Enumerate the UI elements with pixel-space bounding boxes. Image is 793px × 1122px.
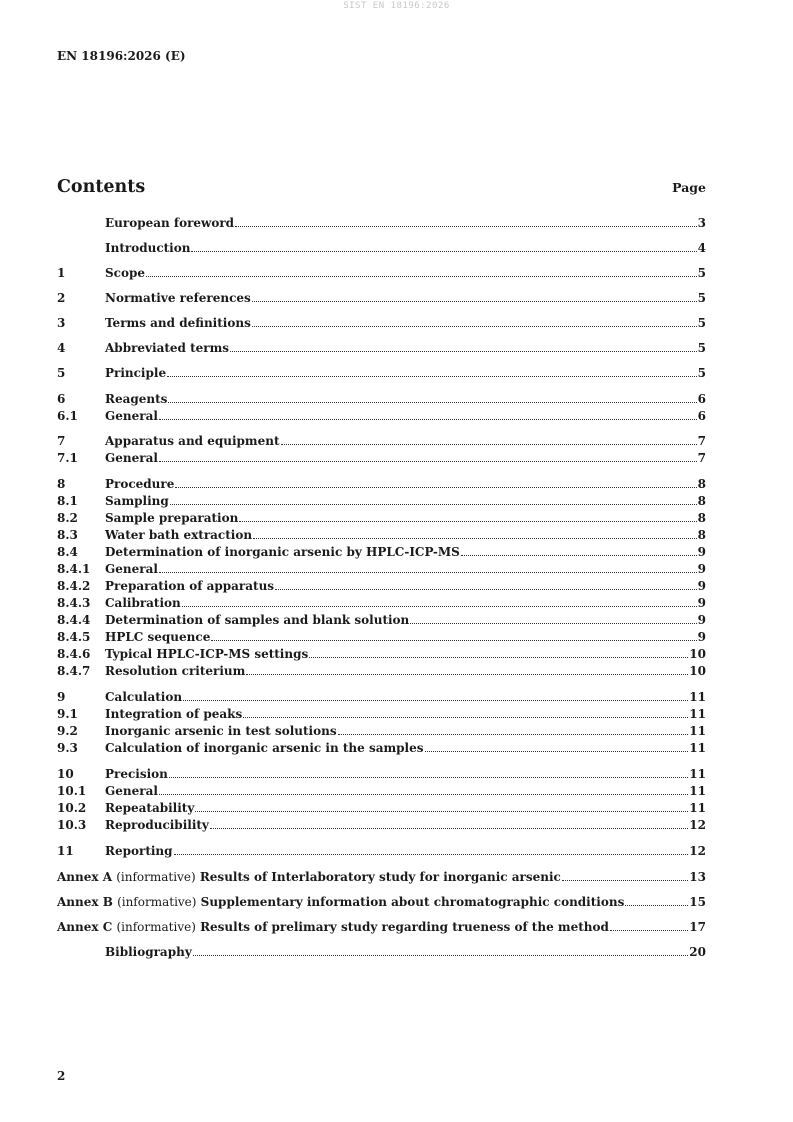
toc-entry-page: 15: [689, 895, 706, 909]
toc-entry[interactable]: [57, 449, 706, 465]
toc-entry[interactable]: [57, 390, 706, 406]
toc-entry-page: 9: [697, 545, 706, 559]
toc-entry[interactable]: [57, 214, 706, 230]
toc-entry-page: 5: [697, 316, 706, 330]
dot-leader: [210, 828, 688, 829]
toc-entry-number: 11: [57, 844, 74, 858]
dot-leader: [191, 251, 696, 252]
dot-leader: [275, 589, 697, 590]
toc-entry-page: 12: [689, 818, 706, 832]
toc-entry-number: 10.2: [57, 801, 87, 815]
toc-entry[interactable]: [57, 509, 706, 525]
toc-entry-title: Principle: [105, 366, 167, 380]
annex-label: Annex A: [57, 870, 113, 884]
toc-entry-title: Determination of samples and blank solution: [105, 613, 410, 627]
dot-leader: [461, 555, 697, 556]
toc-entry-title: Repeatability: [105, 801, 195, 815]
document-identifier: EN 18196:2026 (E): [57, 49, 186, 63]
toc-entry-number: 10: [57, 767, 74, 781]
toc-entry-number: 8.4.5: [57, 630, 91, 644]
toc-entry[interactable]: [57, 577, 706, 593]
toc-entry-page: 17: [689, 920, 706, 934]
toc-entry-number: 8.4: [57, 545, 78, 559]
annex-label: Annex C: [57, 920, 113, 934]
toc-entry[interactable]: [57, 611, 706, 627]
toc-entry-number: 5: [57, 366, 66, 380]
toc-entry-page: 9: [697, 579, 706, 593]
toc-entry-number: 8.4.6: [57, 647, 91, 661]
toc-entry-page: 20: [689, 945, 706, 959]
page-column-label: Page: [672, 180, 706, 195]
toc-entry-title: Calculation: [105, 690, 183, 704]
toc-entry-title: Resolution criterium: [105, 664, 246, 678]
toc-entry-page: 7: [697, 451, 706, 465]
toc-entry-page: 11: [689, 724, 706, 738]
toc-entry-number: 4: [57, 341, 66, 355]
toc-entry-number: 10.1: [57, 784, 87, 798]
toc-entry-title: Water bath extraction: [105, 528, 253, 542]
toc-entry[interactable]: [57, 560, 706, 576]
toc-entry-title: Normative references: [105, 291, 251, 305]
toc-entry-number: 6: [57, 392, 66, 406]
toc-entry-number: 8.4.1: [57, 562, 91, 576]
toc-entry[interactable]: [57, 543, 706, 559]
dot-leader: [235, 226, 697, 227]
dot-leader: [610, 930, 688, 931]
toc-entry-title: Reporting: [105, 844, 173, 858]
toc-entry-page: 8: [697, 511, 706, 525]
dot-leader: [159, 461, 697, 462]
toc-entry[interactable]: [57, 407, 706, 423]
toc-entry-page: 9: [697, 613, 706, 627]
toc-entry[interactable]: [57, 816, 706, 832]
dot-leader: [625, 905, 688, 906]
toc-entry-title: Terms and definitions: [105, 316, 251, 330]
toc-entry-number: 9.2: [57, 724, 78, 738]
dot-leader: [309, 657, 688, 658]
toc-entry-page: 9: [697, 596, 706, 610]
dot-leader: [230, 351, 697, 352]
toc-entry-title: Sample preparation: [105, 511, 239, 525]
toc-entry-title: Integration of peaks: [105, 707, 243, 721]
toc-entry[interactable]: [57, 739, 706, 755]
dot-leader: [159, 572, 697, 573]
annex-qualifier: (informative): [117, 895, 197, 909]
toc-entry[interactable]: [57, 688, 706, 704]
toc-entry-page: 9: [697, 562, 706, 576]
toc-entry-title: Bibliography: [105, 945, 192, 959]
toc-entry-title: Reproducibility: [105, 818, 209, 832]
toc-entry-number: 7: [57, 434, 66, 448]
toc-entry-page: 12: [689, 844, 706, 858]
toc-entry-title: General: [105, 784, 158, 798]
annex-qualifier: (informative): [116, 920, 196, 934]
dot-leader: [243, 717, 688, 718]
toc-entry-page: 5: [697, 341, 706, 355]
dot-leader: [253, 538, 697, 539]
toc-entry[interactable]: [57, 782, 706, 798]
dot-leader: [195, 811, 688, 812]
toc-entry-page: 13: [689, 870, 706, 884]
toc-entry-page: 9: [697, 630, 706, 644]
dot-leader: [252, 301, 697, 302]
toc-entry-title: Abbreviated terms: [105, 341, 230, 355]
toc-entry[interactable]: [57, 893, 706, 909]
toc-entry[interactable]: [57, 943, 706, 959]
toc-entry[interactable]: [57, 432, 706, 448]
toc-entry[interactable]: [57, 868, 706, 884]
toc-entry[interactable]: [57, 918, 706, 934]
toc-entry-title: European foreword: [105, 216, 235, 230]
annex-qualifier: (informative): [116, 870, 196, 884]
toc-entry-title: Precision: [105, 767, 168, 781]
toc-entry-number: 7.1: [57, 451, 78, 465]
page-number: 2: [57, 1069, 66, 1083]
toc-entry-title: Calculation of inorganic arsenic in the samples: [105, 741, 424, 755]
toc-entry-number: 9.3: [57, 741, 78, 755]
toc-entry-page: 5: [697, 291, 706, 305]
dot-leader: [183, 700, 688, 701]
toc-entry-number: 9: [57, 690, 66, 704]
toc-entry-page: 8: [697, 477, 706, 491]
toc-entry-number: 6.1: [57, 409, 78, 423]
toc-entry-title: General: [105, 451, 158, 465]
toc-entry[interactable]: [57, 645, 706, 661]
toc-entry[interactable]: [57, 628, 706, 644]
toc-entry-number: 2: [57, 291, 66, 305]
toc-entry-page: 11: [689, 767, 706, 781]
toc-entry-title: HPLC sequence: [105, 630, 211, 644]
dot-leader: [281, 444, 697, 445]
toc-entry-number: 8.4.4: [57, 613, 91, 627]
toc-entry-page: 7: [697, 434, 706, 448]
toc-entry-title: Calibration: [105, 596, 181, 610]
toc-entry-title: [57, 920, 609, 934]
toc-entry-number: 10.3: [57, 818, 87, 832]
contents-heading: [57, 173, 706, 197]
toc-entry[interactable]: [57, 475, 706, 491]
toc-entry-title: Reagents: [105, 392, 168, 406]
dot-leader: [167, 376, 697, 377]
annex-title: Supplementary information about chromatographic conditions: [200, 895, 625, 909]
toc-entry-number: 8: [57, 477, 66, 491]
toc-entry-title: [57, 870, 561, 884]
toc-entry-page: 5: [697, 266, 706, 280]
toc-entry-page: 11: [689, 707, 706, 721]
toc-entry-title: Introduction: [105, 241, 191, 255]
toc-entry[interactable]: [57, 264, 706, 280]
dot-leader: [175, 487, 696, 488]
toc-entry-page: 11: [689, 690, 706, 704]
toc-entry-page: 11: [689, 801, 706, 815]
toc-entry[interactable]: [57, 526, 706, 542]
contents-title: Contents: [57, 177, 146, 197]
dot-leader: [174, 854, 689, 855]
toc-entry-page: 10: [689, 647, 706, 661]
toc-entry-title: Inorganic arsenic in test solutions: [105, 724, 337, 738]
toc-entry-number: 8.4.3: [57, 596, 91, 610]
toc-entry-title: Procedure: [105, 477, 175, 491]
toc-entry[interactable]: [57, 339, 706, 355]
toc-entry-page: 10: [689, 664, 706, 678]
annex-title: Results of Interlaboratory study for inorganic arsenic: [199, 870, 561, 884]
toc-entry-page: 11: [689, 741, 706, 755]
annex-title: Results of prelimary study regarding trueness of the method: [200, 920, 609, 934]
toc-entry-number: 8.2: [57, 511, 78, 525]
dot-leader: [159, 794, 688, 795]
toc-entry-number: 9.1: [57, 707, 78, 721]
dot-leader: [239, 521, 696, 522]
toc-entry-page: 4: [697, 241, 706, 255]
dot-leader: [338, 734, 689, 735]
dot-leader: [562, 880, 688, 881]
toc-entry-number: 8.4.2: [57, 579, 91, 593]
toc-entry-number: 1: [57, 266, 66, 280]
toc-entry-title: Sampling: [105, 494, 169, 508]
dot-leader: [246, 674, 688, 675]
toc-entry[interactable]: [57, 594, 706, 610]
toc-entry[interactable]: [57, 364, 706, 380]
toc-entry-number: 8.3: [57, 528, 78, 542]
toc-entry-page: 3: [697, 216, 706, 230]
toc-entry[interactable]: [57, 492, 706, 508]
dot-leader: [159, 419, 697, 420]
toc-entry-page: 8: [697, 528, 706, 542]
dot-leader: [169, 777, 688, 778]
toc-entry-title: Preparation of apparatus: [105, 579, 275, 593]
dot-leader: [252, 326, 697, 327]
dot-leader: [211, 640, 696, 641]
toc-entry-number: 3: [57, 316, 66, 330]
dot-leader: [425, 751, 689, 752]
toc-entry-title: Typical HPLC-ICP-MS settings: [105, 647, 309, 661]
dot-leader: [193, 955, 689, 956]
toc-entry[interactable]: [57, 314, 706, 330]
dot-leader: [168, 402, 696, 403]
annex-label: Annex B: [57, 895, 113, 909]
toc-entry[interactable]: [57, 722, 706, 738]
toc-entry-number: 8.4.7: [57, 664, 91, 678]
toc-entry-page: 8: [697, 494, 706, 508]
watermark: SIST EN 18196:2026: [343, 1, 450, 11]
dot-leader: [170, 504, 697, 505]
toc-entry-page: 5: [697, 366, 706, 380]
toc-entry[interactable]: [57, 705, 706, 721]
toc-entry[interactable]: [57, 799, 706, 815]
dot-leader: [146, 276, 697, 277]
toc-entry[interactable]: [57, 842, 706, 858]
toc-entry-page: 6: [697, 392, 706, 406]
dot-leader: [182, 606, 697, 607]
toc-entry-page: 11: [689, 784, 706, 798]
toc-entry-number: 8.1: [57, 494, 78, 508]
toc-entry[interactable]: [57, 765, 706, 781]
toc-entry-title: Determination of inorganic arsenic by HPLC-ICP-MS: [105, 545, 460, 559]
toc-entry-page: 6: [697, 409, 706, 423]
toc-entry-title: General: [105, 409, 158, 423]
toc-entry-title: General: [105, 562, 158, 576]
dot-leader: [410, 623, 696, 624]
toc-entry-title: Scope: [105, 266, 146, 280]
toc-entry[interactable]: [57, 289, 706, 305]
toc-entry[interactable]: [57, 662, 706, 678]
toc-entry-title: [57, 895, 624, 909]
toc-entry[interactable]: [57, 239, 706, 255]
toc-entry-title: Apparatus and equipment: [105, 434, 280, 448]
